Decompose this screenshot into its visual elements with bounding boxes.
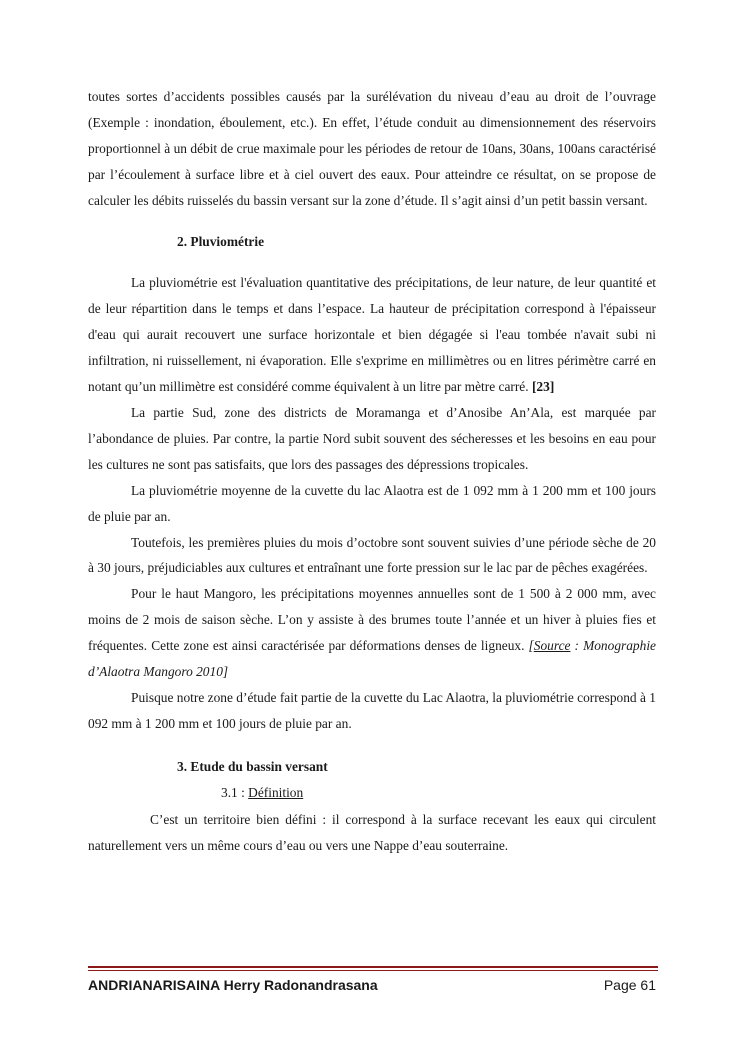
footer-author: ANDRIANARISAINA Herry Radonandrasana [88,977,378,993]
definition-paragraph: C’est un territoire bien défini : il correspond à la surface recevant les eaux qui circulent naturellement vers un même cours d’eau ou vers une Nappe d’eau souterraine. [88,811,656,853]
section-heading-pluviometrie: 2. Pluviométrie [177,233,265,249]
page-body [88,84,656,858]
subsection-title: Définition [248,784,304,800]
pluviometrie-definition-text: La pluviométrie est l'évaluation quantitative des précipitations, de leur nature, de leur quantité et de leur répartition dans le temps et dans l’espace. La hauteur de précipitation correspond à l'épaisseur d'eau qui aurait recouvert une surface horizontale et bien dégagée si l'eau tombée n'avait subi ni infiltration, ni ruissellement, ni évaporation. Elle s'exprime en millimètres ou en litres périmètre carré en notant qu’un millimètre est considéré comme équivalent à un litre par mètre carré. [88,275,656,395]
mangoro-text: Pour le haut Mangoro, les précipitations moyennes annuelles sont de 1 500 à 2 000 mm, avec moins de 2 mois de saison sèche. L’on y assiste à des brumes toute l’année et un hiver à pluies fies et fréquentes. Cette zone est ainsi caractérisée par déformations denses de ligneux. [88,586,656,654]
footer-rule-thin [88,970,658,971]
pluviometrie-paragraph-mangoro [88,581,656,685]
page-footer [88,974,658,996]
section-heading-bassin-versant: 3. Etude du bassin versant [177,758,328,774]
pluviometrie-paragraph-conclusion: Puisque notre zone d’étude fait partie de la cuvette du Lac Alaotra, la pluviométrie correspond à 1 092 mm à 1 200 mm et 100 jours de pluie par an. [88,689,656,731]
pluviometrie-paragraph-south-north: La partie Sud, zone des districts de Moramanga et d’Anosibe An’Ala, est marquée par l’abondance de pluies. Par contre, la partie Nord subit souvent des sécheresses et les besoins en eau pour les cultures ne sont pas satisfaits, que lors des passages des dépressions tropicales. [88,404,656,472]
source-label: Source [533,638,571,654]
reference-marker: [23] [531,379,555,395]
footer-page-number: Page 61 [603,977,656,993]
source-bracket: [ [528,638,534,654]
intro-paragraph: toutes sortes d’accidents possibles causés par la surélévation du niveau d’eau au droit de l’ouvrage (Exemple : inondation, éboulement, etc.). En effet, l’étude conduit au dimensionnement des réservoirs proportionnel à un débit de crue maximale pour les périodes de retour de 10ans, 30ans, 100ans caractérisé par l’écoulement à surface libre et à ciel ouvert des eaux. Pour atteindre ce résultat, on se propose de calculer les débits ruisselés du bassin versant sur la zone d’étude. Il s’agit ainsi d’un petit bassin versant. [88,89,656,208]
footer-rule-thick [88,966,658,968]
pluviometrie-paragraph-average: La pluviométrie moyenne de la cuvette du lac Alaotra est de 1 092 mm à 1 200 mm et 100 jours de pluie par an. [88,482,656,524]
pluviometrie-paragraph-definition [88,270,656,400]
pluviometrie-paragraph-october: Toutefois, les premières pluies du mois d’octobre sont souvent suivies d’une période sèche de 20 à 30 jours, préjudiciables aux cultures et entraînant une forte pression sur le lac par de pêches exagérées. [88,534,656,576]
source-reference: : Monographie d’Alaotra Mangoro 2010] [88,638,656,680]
subsection-heading-definition [88,780,656,805]
subsection-number: 3.1 : [221,784,249,800]
